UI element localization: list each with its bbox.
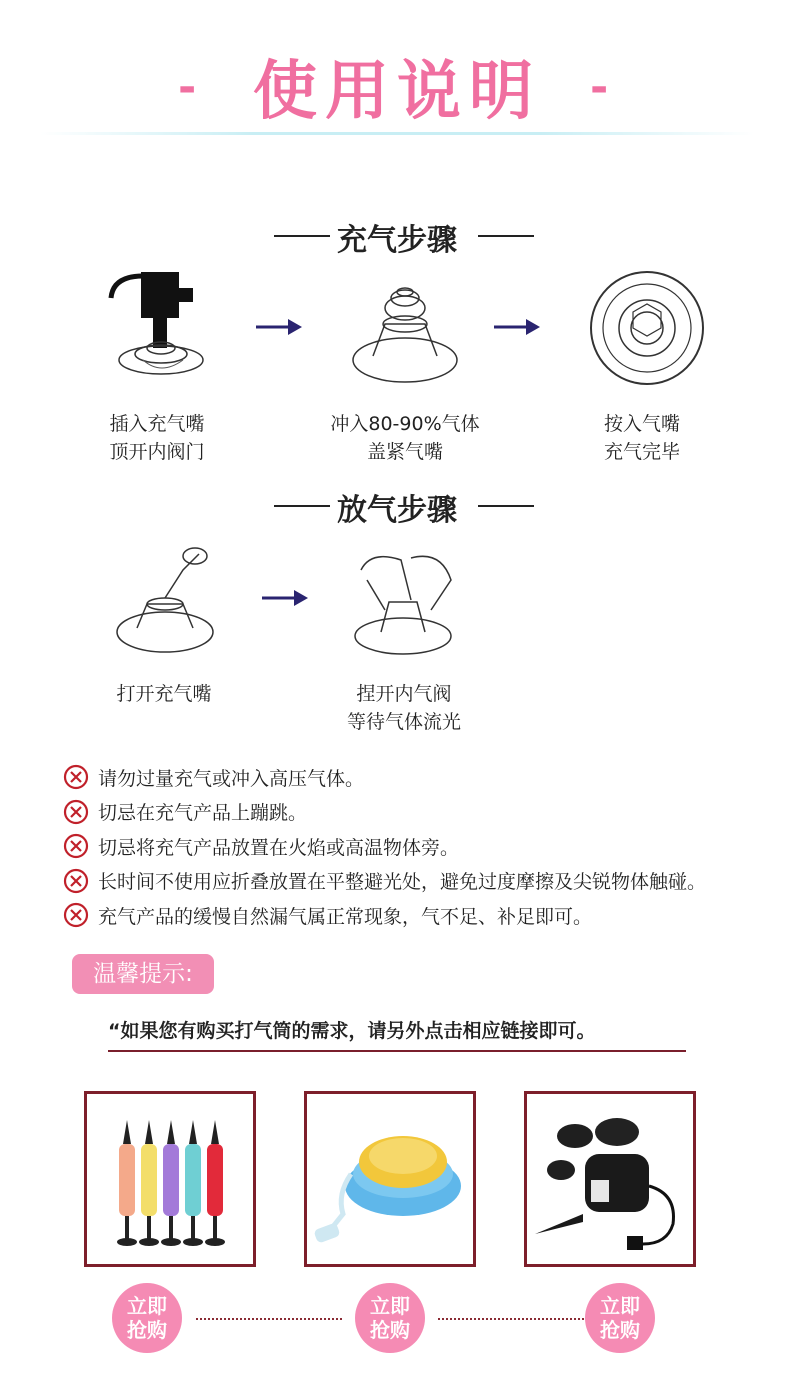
warning-item xyxy=(62,864,782,899)
buy-now-button[interactable] xyxy=(585,1283,655,1353)
tip-underline xyxy=(108,1050,686,1052)
inflate-step-1-caption xyxy=(47,410,267,466)
prohibited-icon xyxy=(62,798,90,826)
warning-text: 请勿过量充气或冲入高压气体。 xyxy=(98,767,365,790)
product-card-hand-pump[interactable] xyxy=(84,1091,256,1267)
prohibited-icon xyxy=(62,763,90,791)
tip-badge: 温馨提示: xyxy=(72,954,214,994)
prohibited-icon xyxy=(62,901,90,929)
deflate-step-2-caption xyxy=(294,680,514,736)
caption-line: 冲入80-90%气体 xyxy=(330,413,480,435)
inflate-step-3-caption xyxy=(532,410,752,466)
title-dash-left: - xyxy=(178,62,197,113)
inflate-step-2-illustration xyxy=(322,268,482,388)
warning-item xyxy=(62,829,782,864)
caption-line: 按入气嘴 xyxy=(603,413,680,435)
electric-pump-icon xyxy=(527,1094,693,1264)
hand-pump-set-icon xyxy=(87,1094,253,1264)
warning-item xyxy=(62,760,782,795)
arrow-right-icon xyxy=(494,317,542,337)
product-card-electric-pump[interactable] xyxy=(524,1091,696,1267)
prohibited-icon xyxy=(62,867,90,895)
warning-item xyxy=(62,795,782,830)
caption-line: 打开充气嘴 xyxy=(116,683,212,705)
deflate-step-2-illustration xyxy=(326,540,486,660)
buy-button-line: 立即 xyxy=(600,1294,640,1318)
deflate-step-1-illustration xyxy=(88,540,248,660)
caption-line: 盖紧气嘴 xyxy=(366,441,443,463)
buy-button-line: 抢购 xyxy=(127,1318,167,1342)
deflate-step-1-caption xyxy=(54,680,274,708)
arrow-right-icon xyxy=(262,588,310,608)
valve-closed-icon xyxy=(581,268,711,388)
deflate-section-title xyxy=(0,485,794,528)
warning-text: 充气产品的缓慢自然漏气属正常现象，气不足、补足即可。 xyxy=(98,905,593,928)
section-rule-right xyxy=(478,505,534,507)
valve-cap-icon xyxy=(337,268,467,388)
section-rule-right xyxy=(478,235,534,237)
warning-text: 长时间不使用应折叠放置在平整避光处，避免过度摩擦及尖锐物体触碰。 xyxy=(98,871,707,894)
inflate-step-3-illustration xyxy=(566,268,726,388)
dotted-connector xyxy=(196,1318,342,1320)
title-divider xyxy=(40,132,754,135)
inflate-step-2-caption xyxy=(295,410,515,466)
page-title: 使用说明 xyxy=(253,55,541,129)
inflate-section-title xyxy=(0,215,794,258)
dotted-connector xyxy=(438,1318,584,1320)
title-dash-right: - xyxy=(590,62,609,113)
product-card-foot-pump[interactable] xyxy=(304,1091,476,1267)
caption-line: 充气完毕 xyxy=(603,441,680,463)
warning-text: 切忌将充气产品放置在火焰或高温物体旁。 xyxy=(98,836,460,859)
caption-line: 顶开内阀门 xyxy=(109,441,205,463)
tip-note: “如果您有购买打气筒的需求，请另外点击相应链接即可。 xyxy=(108,1020,596,1042)
caption-line: 插入充气嘴 xyxy=(109,413,205,435)
valve-with-pump-icon xyxy=(103,268,233,388)
foot-pump-icon xyxy=(307,1094,473,1264)
page-header xyxy=(0,40,794,130)
caption-line: 捏开内气阀 xyxy=(356,683,452,705)
buy-button-line: 立即 xyxy=(370,1294,410,1318)
buy-button-line: 抢购 xyxy=(600,1318,640,1342)
buy-button-line: 抢购 xyxy=(370,1318,410,1342)
buy-now-button[interactable] xyxy=(355,1283,425,1353)
warning-item xyxy=(62,898,782,933)
squeeze-valve-icon xyxy=(341,540,471,660)
buy-now-button[interactable] xyxy=(112,1283,182,1353)
inflate-title: 充气步骤 xyxy=(337,223,457,258)
arrow-right-icon xyxy=(256,317,304,337)
warning-text: 切忌在充气产品上蹦跳。 xyxy=(98,802,308,825)
caption-line: 等待气体流光 xyxy=(346,711,461,733)
deflate-title: 放气步骤 xyxy=(337,493,457,528)
prohibited-icon xyxy=(62,832,90,860)
inflate-step-1-illustration xyxy=(88,268,248,388)
warning-list xyxy=(62,760,782,933)
buy-button-line: 立即 xyxy=(127,1294,167,1318)
valve-open-icon xyxy=(103,540,233,660)
